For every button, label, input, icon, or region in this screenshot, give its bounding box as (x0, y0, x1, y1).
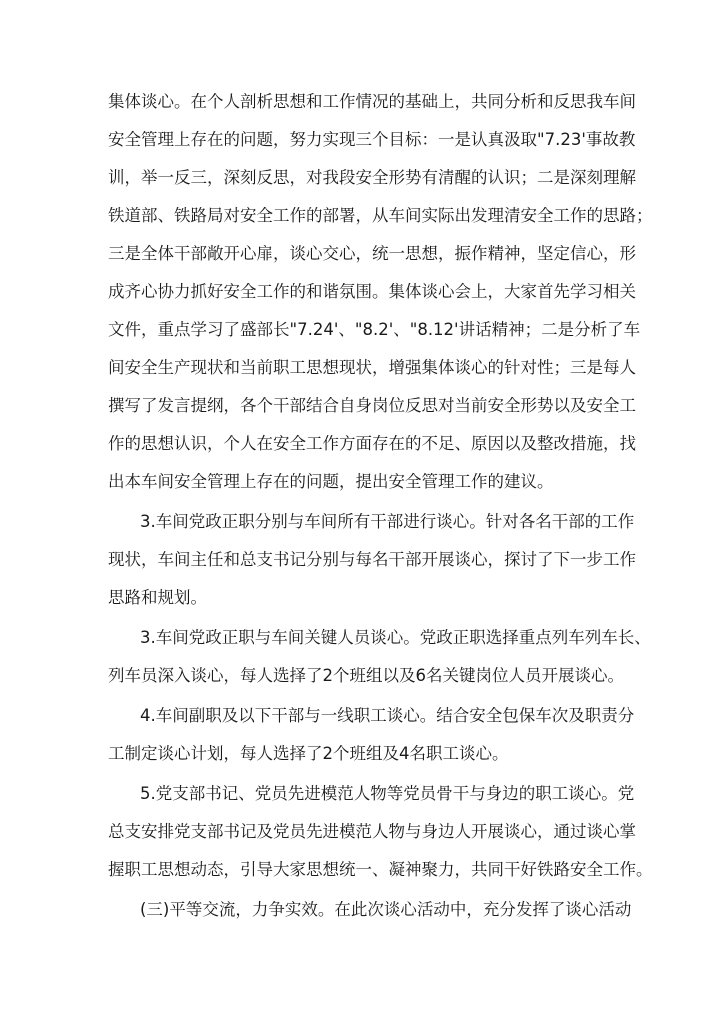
paragraph-first-line: 3.车间党政正职与车间关键人员谈心。党政正职选择重点列车列车长、 (140, 628, 651, 647)
text-line: 作的思想认识，个人在安全工作方面存在的不足、原因以及整改措施，找 (108, 434, 636, 453)
paragraph-first-line: 3.车间党政正职分别与车间所有干部进行谈心。针对各名干部的工作 (140, 512, 635, 531)
text-line: 撰写了发言提纲，各个干部结合自身岗位反思对当前安全形势以及安全工 (108, 396, 636, 415)
text-line: 思路和规划。 (108, 588, 207, 607)
paragraph-first-line: 5.党支部书记、党员先进模范人物等党员骨干与身边的职工谈心。党 (140, 784, 635, 803)
paragraph-first-line: 4.车间副职及以下干部与一线职工谈心。结合安全包保车次及职责分 (140, 706, 635, 725)
text-line: 三是全体干部敞开心扉，谈心交心，统一思想，振作精神，坚定信心，形 (108, 244, 636, 263)
text-line: 训，举一反三，深刻反思，对我段安全形势有清醒的认识；二是深刻理解 (108, 168, 636, 187)
text-line: 握职工思想动态，引导大家思想统一、凝神聚力，共同干好铁路安全工作。 (108, 860, 653, 879)
text-line: 集体谈心。在个人剖析思想和工作情况的基础上，共同分析和反思我车间 (108, 92, 636, 111)
text-line: 成齐心协力抓好安全工作的和谐氛围。集体谈心会上，大家首先学习相关 (108, 282, 636, 301)
text-line: 现状，车间主任和总支书记分别与每名干部开展谈心，探讨了下一步工作 (108, 550, 636, 569)
paragraph-first-line: (三)平等交流，力争实效。在此次谈心活动中，充分发挥了谈心活动 (140, 900, 632, 919)
text-line: 间安全生产现状和当前职工思想现状，增强集体谈心的针对性；三是每人 (108, 358, 636, 377)
text-line: 铁道部、铁路局对安全工作的部署，从车间实际出发理清安全工作的思路； (108, 206, 653, 225)
text-line: 工制定谈心计划，每人选择了2个班组及4名职工谈心。 (108, 744, 509, 763)
text-line: 出本车间安全管理上存在的问题，提出安全管理工作的建议。 (108, 472, 554, 491)
text-line: 列车员深入谈心，每人选择了2个班组以及6名关键岗位人员开展谈心。 (108, 666, 624, 685)
text-line: 安全管理上存在的问题，努力实现三个目标：一是认真汲取"7.23'事故教 (108, 130, 636, 149)
text-line: 文件，重点学习了盛部长"7.24'、"8.2'、"8.12'讲话精神；二是分析了车 (108, 320, 641, 339)
text-line: 总支安排党支部书记及党员先进模范人物与身边人开展谈心，通过谈心掌 (108, 822, 636, 841)
